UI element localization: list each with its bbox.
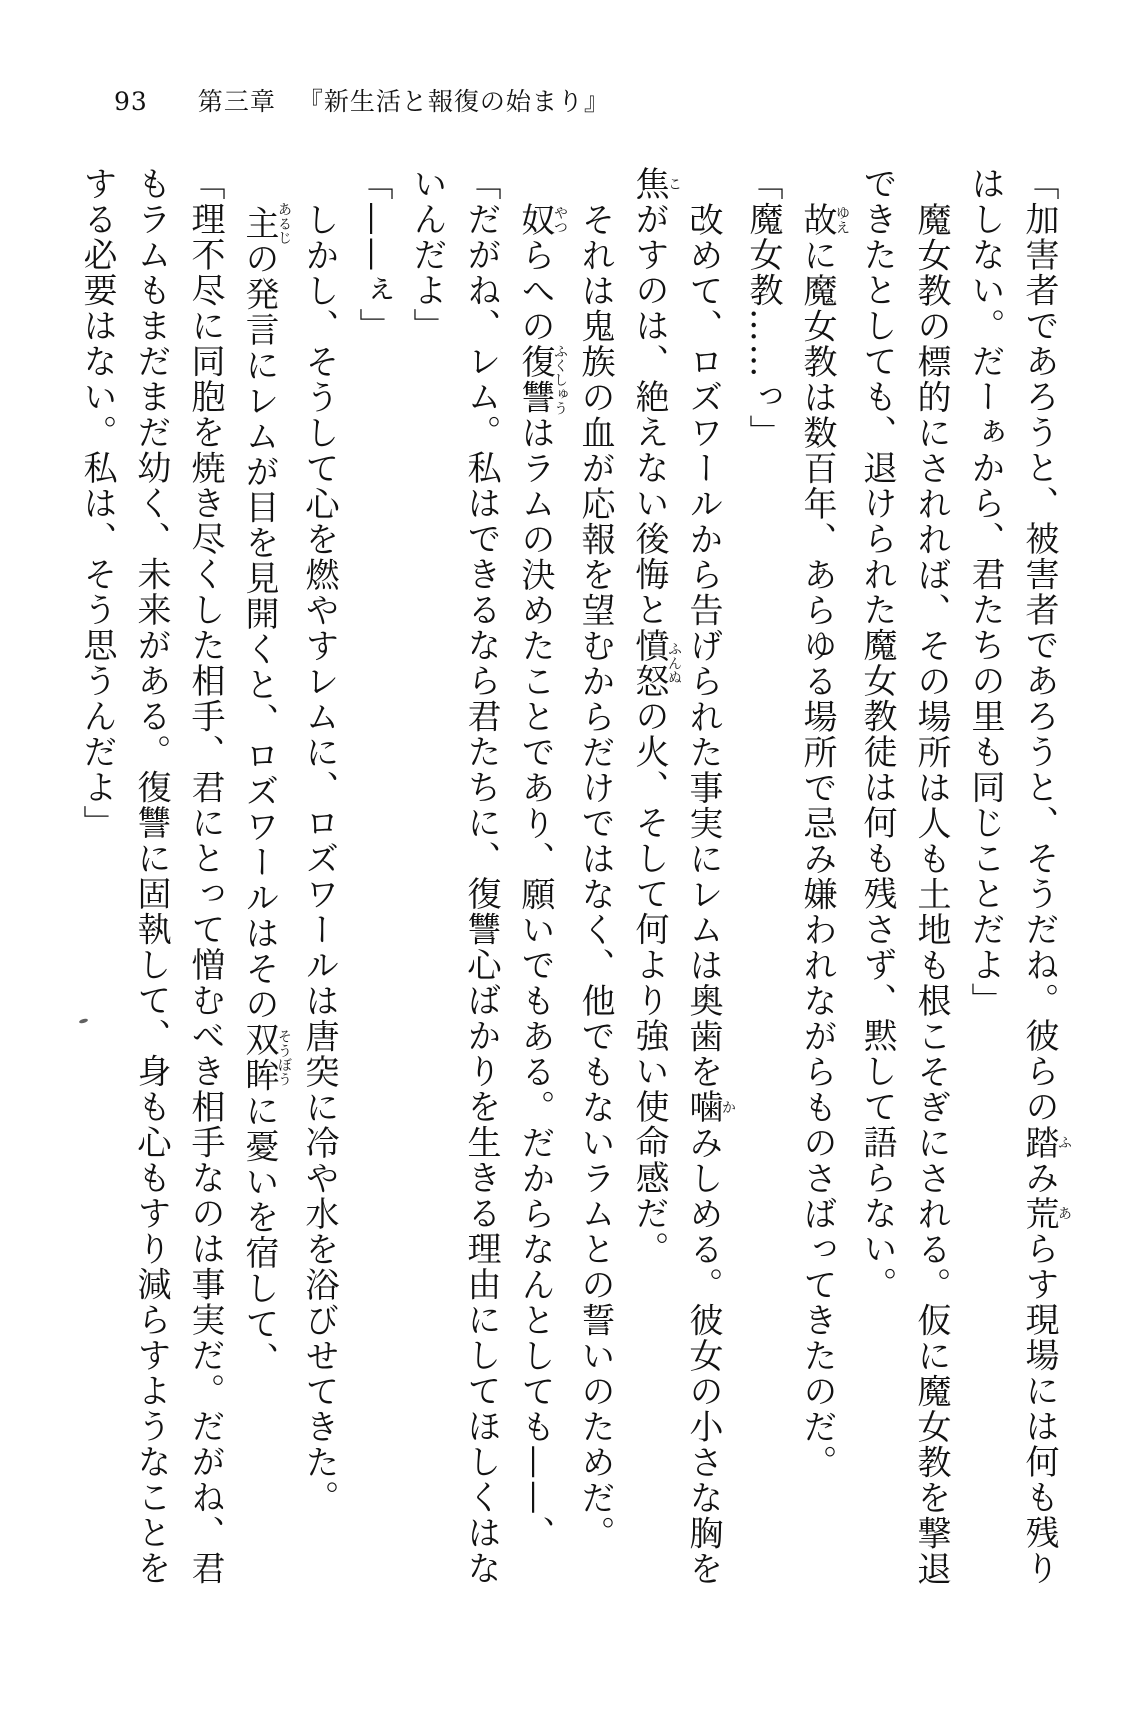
ruby-annotated-text: 復讐ふくしゅう	[515, 343, 568, 415]
furigana: そうぼう	[276, 1021, 292, 1093]
novel-text-block	[77, 166, 1072, 1596]
chapter-title: 『新生活と報復の始まり』	[297, 87, 610, 116]
paragraph: 「——ぇ」	[353, 166, 393, 344]
paragraph: 「加害者であろうと、被害者であろうと、そうだね。彼らの踏ふみ荒あらす現場には何も残りはしない。だーぁから、君たちの里も同じことだよ」	[965, 166, 1072, 1586]
furigana: か	[720, 1089, 736, 1125]
furigana: あ	[1056, 1195, 1072, 1231]
paragraph: 「理不尽に同胞を焼き尽くした相手、君にとって憎むべき相手なのは事実だ。だがね、君もラムもまだまだ幼く、未来がある。復讐に固執して、身も心もすり減らすようなことをする必要はない。私は、そう思うんだよ」	[77, 166, 225, 1586]
ruby-annotated-text: 焦こ	[629, 166, 682, 202]
paragraph: それは鬼族の血が応報を望むからだけではなく、他でもないラムとの誓いのためだ。	[575, 201, 615, 1551]
ruby-annotated-text: 荒あ	[1019, 1195, 1072, 1231]
furigana: ふくしゅう	[552, 343, 568, 415]
paragraph: 「魔女教……っ」	[743, 166, 783, 450]
furigana: ゆえ	[834, 201, 850, 238]
paragraph: 魔女教の標的にされれば、その場所は人も土地も根こそぎにされる。仮に魔女教を撃退できたとしても、退けられた魔女教徒は何も残さず、黙して語らない。	[857, 166, 951, 1587]
furigana: ふんぬ	[666, 627, 682, 699]
paragraph: 故ゆえに魔女教は数百年、あらゆる場所で忌み嫌われながらものさばってきたのだ。	[797, 201, 850, 1480]
page-number: 93	[114, 87, 148, 116]
chapter-label: 第三章	[197, 87, 276, 116]
ruby-annotated-text: 奴やつ	[515, 201, 568, 238]
paragraph: 主あるじの発言にレムが目を見開くと、ロズワールはその双眸そうぼうに憂いを宿して、	[239, 201, 292, 1377]
ruby-annotated-text: 主あるじ	[239, 201, 292, 245]
ruby-annotated-text: 双眸そうぼう	[239, 1021, 292, 1093]
furigana: あるじ	[276, 201, 292, 245]
page-header	[114, 82, 610, 118]
ruby-annotated-text: 噛か	[683, 1089, 736, 1125]
ruby-annotated-text: 踏ふ	[1019, 1124, 1072, 1160]
furigana: やつ	[552, 201, 568, 238]
ruby-annotated-text: 憤怒ふんぬ	[629, 627, 682, 699]
furigana: ふ	[1056, 1124, 1072, 1160]
paragraph: しかし、そうして心を燃やすレムに、ロズワールは唐突に冷や水を浴びせてきた。	[299, 201, 339, 1516]
ruby-annotated-text: 故ゆえ	[797, 201, 850, 238]
furigana: こ	[666, 166, 682, 202]
paragraph: 「だがね、レム。私はできるなら君たちに、復讐心ばかりを生きる理由にしてほしくはないんだよ」	[407, 166, 501, 1586]
paragraph: 奴やつらへの復讐ふくしゅうはラムの決めたことであり、願いでもある。だからなんとしても——、	[515, 201, 568, 1551]
paragraph: 改めて、ロズワールから告げられた事実にレムは奥歯を噛かみしめる。彼女の小さな胸を焦こがすのは、絶えない後悔と憤怒ふんぬの火、そして何より強い使命感だ。	[629, 166, 736, 1587]
